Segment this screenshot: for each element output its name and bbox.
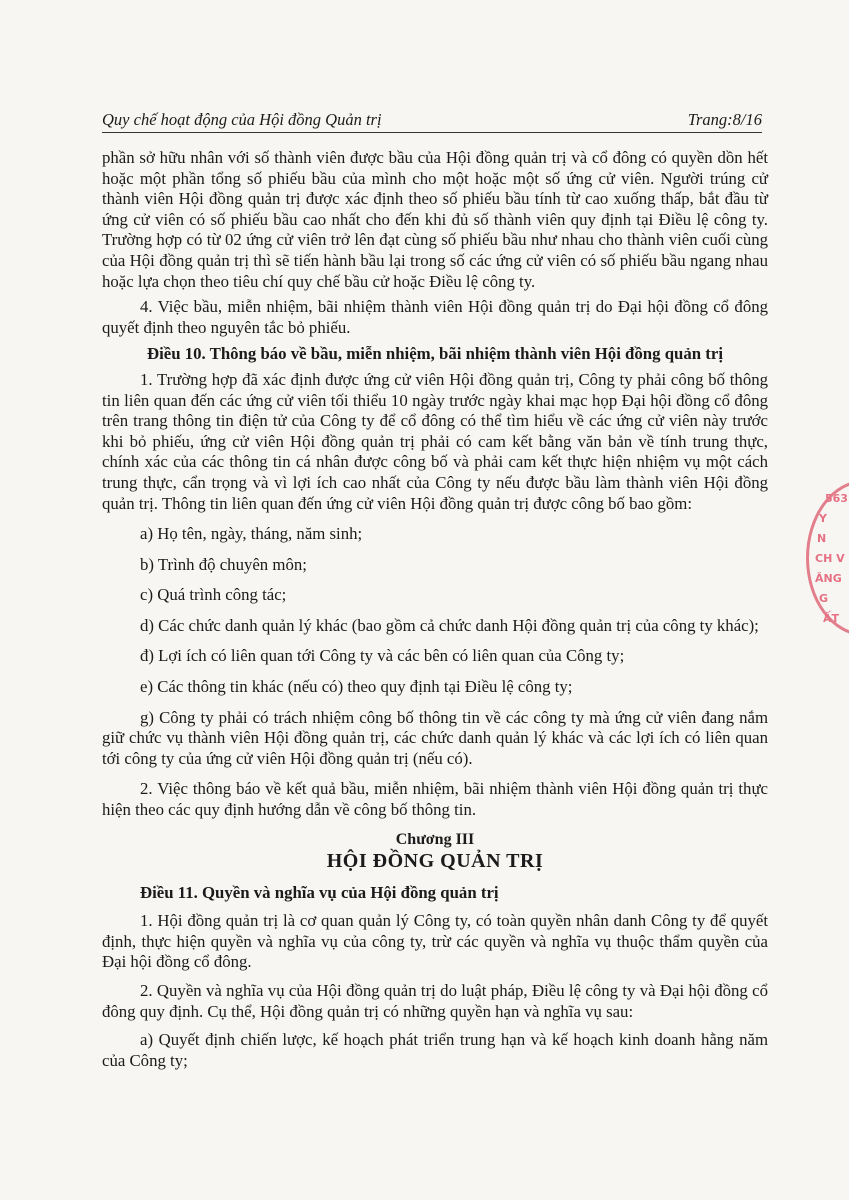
list-item: a) Họ tên, ngày, tháng, năm sinh; [140, 524, 363, 544]
list-item: đ) Lợi ích có liên quan tới Công ty và các bên có liên quan của Công ty; [140, 646, 625, 666]
chapter-title: HỘI ĐỒNG QUẢN TRỊ [326, 849, 544, 872]
paragraph: 2. Quyền và nghĩa vụ của Hội đồng quản trị do luật pháp, Điều lệ công ty và Đại hội đồng cổ đông quy định. Cụ thể, Hội đồng quản trị có những quyền hạn và nghĩa vụ sau: [102, 981, 768, 1021]
chapter-label: Chương III [395, 830, 475, 848]
seal-text: 563 Y N CH V ĂNG G ẤT [815, 492, 848, 625]
article-10-heading: Điều 10. Thông báo về bầu, miễn nhiệm, bãi nhiệm thành viên Hội đồng quản trị [147, 344, 723, 364]
company-seal [806, 480, 849, 636]
list-item: b) Trình độ chuyên môn; [140, 554, 307, 574]
header-page-number: Trang:8/16 [687, 110, 762, 129]
header-title: Quy chế hoạt động của Hội đồng Quản trị [102, 110, 382, 129]
paragraph: phần sở hữu nhân với số thành viên được bầu của Hội đồng quản trị và cổ đông có quyền dồn hết hoặc một phần tổng số phiếu bầu của mình cho một hoặc một số ứng cử viên. Người trúng cử thành viên Hội đồng quản trị được xác định theo số phiếu bầu tính từ cao xuống thấp, bắt đầu từ ứng cử viên có số phiếu bầu cao nhất cho đến khi đủ số thành viên quy định tại Điều lệ công ty. Trường hợp có từ 02 ứng cử viên trở lên đạt cùng số phiếu bầu như nhau cho thành viên cuối cùng của Hội đồng quản trị thì sẽ tiến hành bầu lại trong số các ứng cử viên có số phiếu bầu ngang nhau hoặc lựa chọn theo tiêu chí quy chế bầu cử hoặc Điều lệ công ty. [102, 148, 768, 291]
list-item: c) Quá trình công tác; [140, 585, 287, 605]
document-body [102, 148, 768, 1071]
page-header [102, 108, 762, 133]
paragraph: 1. Hội đồng quản trị là cơ quan quản lý Công ty, có toàn quyền nhân danh Công ty để quyết định, thực hiện quyền và nghĩa vụ của công ty, trừ các quyền và nghĩa vụ thuộc thẩm quyền của Đại hội đồng cổ đông. [102, 911, 768, 972]
paragraph: 4. Việc bầu, miễn nhiệm, bãi nhiệm thành viên Hội đồng quản trị do Đại hội đồng cổ đông quyết định theo nguyên tắc bỏ phiếu. [102, 297, 768, 337]
list-item: d) Các chức danh quản lý khác (bao gồm cả chức danh Hội đồng quản trị của công ty khác); [140, 615, 759, 635]
paragraph: 2. Việc thông báo về kết quả bầu, miễn nhiệm, bãi nhiệm thành viên Hội đồng quản trị thực hiện theo các quy định hướng dẫn về công bố thông tin. [102, 779, 768, 820]
list-item: a) Quyết định chiến lược, kế hoạch phát triển trung hạn và kế hoạch kinh doanh hằng năm của Công ty; [102, 1030, 768, 1070]
article-11-heading: Điều 11. Quyền và nghĩa vụ của Hội đồng quản trị [140, 882, 499, 902]
paragraph: 1. Trường hợp đã xác định được ứng cử viên Hội đồng quản trị, Công ty phải công bố thông tin liên quan đến các ứng cử viên tối thiểu 10 ngày trước ngày khai mạc họp Đại hội đồng cổ đông trên trang thông tin điện tử của Công ty để cổ đông có thể tìm hiểu về các ứng cử viên này trước khi bỏ phiếu, ứng cử viên Hội đồng quản trị phải có cam kết bằng văn bản về tính trung thực, chính xác của các thông tin cá nhân được công bố và phải cam kết thực hiện nhiệm vụ một cách trung thực, cẩn trọng và vì lợi ích cao nhất của Công ty nếu được bầu làm thành viên Hội đồng quản trị. Thông tin liên quan đến ứng cử viên Hội đồng quản trị được công bố bao gồm: [102, 369, 768, 513]
list-item: g) Công ty phải có trách nhiệm công bố thông tin về các công ty mà ứng cử viên đang nắm giữ chức vụ thành viên Hội đồng quản trị, các chức danh quản lý khác và các lợi ích có liên quan tới công ty của ứng cử viên Hội đồng quản trị (nếu có). [102, 707, 768, 768]
list-item: e) Các thông tin khác (nếu có) theo quy định tại Điều lệ công ty; [140, 677, 573, 697]
